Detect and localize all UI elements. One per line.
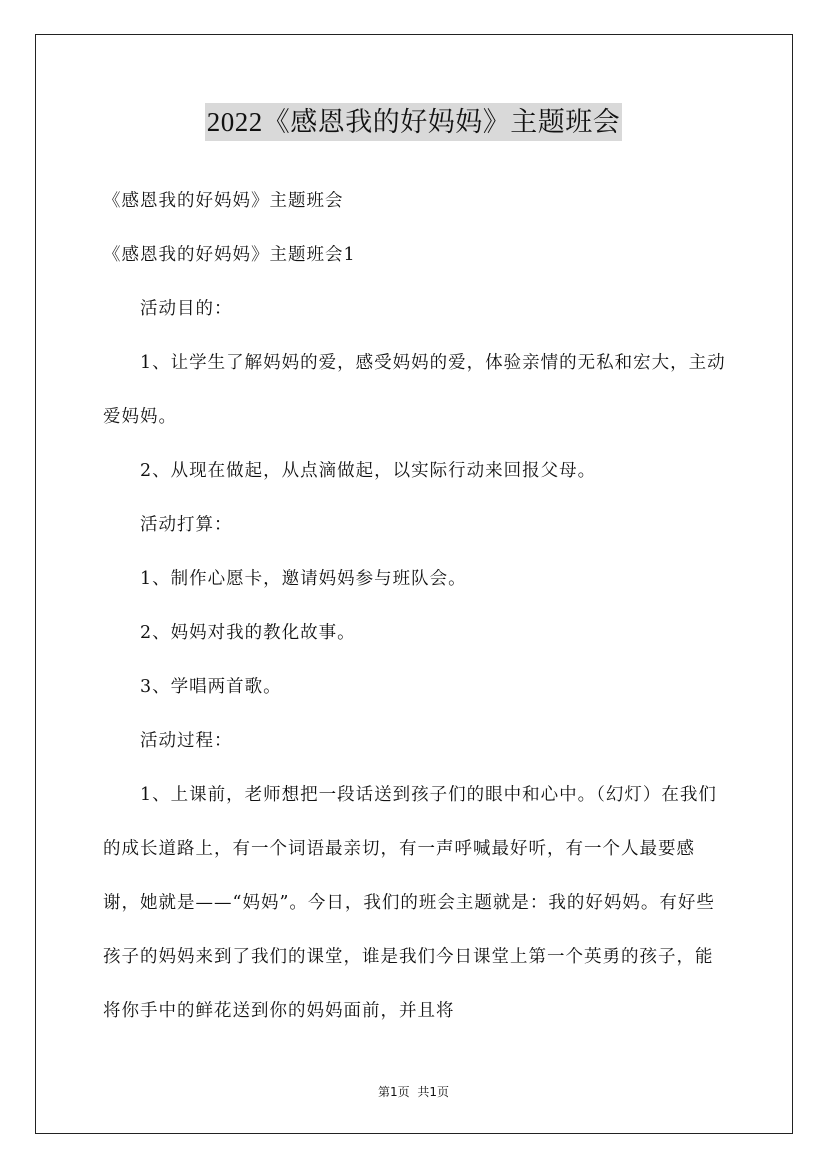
paragraph-goal-1: 1、让学生了解妈妈的爱，感受妈妈的爱，体验亲情的无私和宏大，主动爱妈妈。	[103, 353, 726, 427]
title-container	[0, 103, 827, 141]
page-number-footer: 第1页 共1页	[377, 1085, 450, 1099]
paragraph-prep-1: 1、制作心愿卡，邀请妈妈参与班队会。	[140, 569, 467, 589]
paragraph-activity-goal-label: 活动目的：	[140, 299, 233, 319]
paragraph-process-1: 1、上课前，老师想把一段话送到孩子们的眼中和心中。（幻灯）在我们的成长道路上，有一个词语最亲切，有一声呼喊最好听，有一个人最要感谢，她就是——“妈妈”。今日，我们的班会主题就是：我的好妈妈。有好些孩子的妈妈来到了我们的课堂，谁是我们今日课堂上第一个英勇的孩子，能将你手中的鲜花送到你的妈妈面前，并且将	[103, 785, 717, 1021]
paragraph-activity-prep-label: 活动打算：	[140, 515, 233, 535]
paragraph-activity-process-label: 活动过程：	[140, 731, 233, 751]
paragraph-goal-2: 2、从现在做起，从点滴做起，以实际行动来回报父母。	[140, 461, 597, 481]
paragraph-section-heading: 《感恩我的好妈妈》主题班会1	[103, 245, 356, 265]
paragraph-subtitle: 《感恩我的好妈妈》主题班会	[103, 191, 344, 211]
paragraph-prep-3: 3、学唱两首歌。	[140, 677, 282, 697]
document-title: 2022《感恩我的好妈妈》主题班会	[205, 103, 623, 141]
paragraph-prep-2: 2、妈妈对我的教化故事。	[140, 623, 356, 643]
document-body	[103, 174, 728, 1038]
